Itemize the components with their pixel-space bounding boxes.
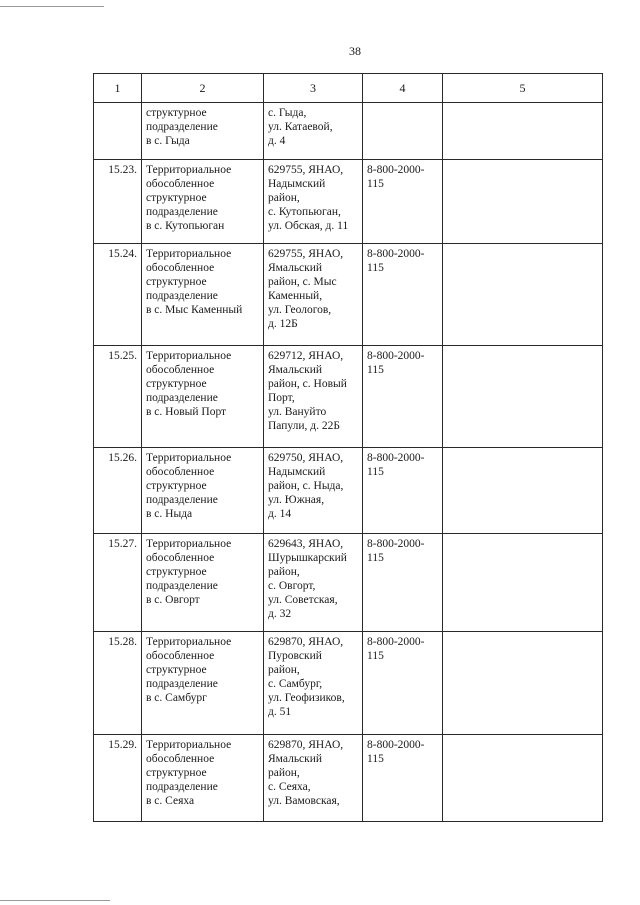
phone: 8-800-2000- 115 xyxy=(367,452,425,478)
scan-artifact-bottom xyxy=(0,900,110,901)
phone: 8-800-2000- 115 xyxy=(367,164,425,190)
unit-name-cell xyxy=(142,103,264,160)
extra-cell xyxy=(443,103,603,160)
table-row xyxy=(94,735,603,822)
unit-name: Территориальное обособленное структурное подразделение в с. Мыс Каменный xyxy=(146,248,243,316)
unit-name-cell xyxy=(142,735,264,822)
phone: 8-800-2000- 115 xyxy=(367,538,425,564)
address: 629870, ЯНАО, Пуровский район, с. Самбург, ул. Геофизиков, д. 51 xyxy=(268,636,345,718)
row-number: 15.27. xyxy=(94,534,142,632)
table-row xyxy=(94,346,603,448)
address-cell xyxy=(264,534,363,632)
address: 629870, ЯНАО, Ямальский район, с. Сеяха, ул. Вамовская, xyxy=(268,739,344,807)
address: 629755, ЯНАО, Надымский район, с. Кутопьюган, ул. Обская, д. 11 xyxy=(268,164,349,232)
row-number xyxy=(94,103,142,160)
phone-cell xyxy=(363,735,443,822)
phone-cell xyxy=(363,244,443,346)
header-row xyxy=(94,74,603,103)
table-row xyxy=(94,632,603,735)
phone-cell xyxy=(363,103,443,160)
unit-name: Территориальное обособленное структурное подразделение в с. Кутопьюган xyxy=(146,164,232,232)
extra-cell xyxy=(443,735,603,822)
extra-cell xyxy=(443,346,603,448)
address-cell xyxy=(264,346,363,448)
address-cell xyxy=(264,103,363,160)
address-cell xyxy=(264,244,363,346)
table-row xyxy=(94,103,603,160)
extra-cell xyxy=(443,244,603,346)
unit-name: Территориальное обособленное структурное подразделение в с. Овгорт xyxy=(146,538,232,606)
row-number: 15.29. xyxy=(94,735,142,822)
unit-name-cell xyxy=(142,448,264,534)
extra-cell xyxy=(443,534,603,632)
address: 629643, ЯНАО, Шурышкарский район, с. Овгорт, ул. Советская, д. 32 xyxy=(268,538,347,620)
phone-cell xyxy=(363,346,443,448)
address: 629755, ЯНАО, Ямальский район, с. Мыс Каменный, ул. Геологов, д. 12Б xyxy=(268,248,344,330)
table-row xyxy=(94,244,603,346)
table-row xyxy=(94,534,603,632)
row-number: 15.23. xyxy=(94,160,142,244)
extra-cell xyxy=(443,632,603,735)
unit-name-cell xyxy=(142,632,264,735)
table-row xyxy=(94,160,603,244)
page-number: 38 xyxy=(349,44,361,58)
address-cell xyxy=(264,160,363,244)
row-number: 15.25. xyxy=(94,346,142,448)
address-cell xyxy=(264,448,363,534)
phone: 8-800-2000- 115 xyxy=(367,739,425,765)
phone: 8-800-2000- 115 xyxy=(367,636,425,662)
unit-name-cell xyxy=(142,346,264,448)
extra-cell xyxy=(443,448,603,534)
unit-name: Территориальное обособленное структурное подразделение в с. Ныда xyxy=(146,452,232,520)
column-header-3: 3 xyxy=(264,74,363,103)
address: 629750, ЯНАО, Надымский район, с. Ныда, ул. Южная, д. 14 xyxy=(268,452,344,520)
column-header-5: 5 xyxy=(443,74,603,103)
unit-name-cell xyxy=(142,160,264,244)
column-header-1: 1 xyxy=(94,74,142,103)
extra-cell xyxy=(443,160,603,244)
scan-artifact-top xyxy=(0,6,104,7)
document-table xyxy=(93,73,603,822)
phone-cell xyxy=(363,448,443,534)
row-number: 15.24. xyxy=(94,244,142,346)
address-cell xyxy=(264,735,363,822)
unit-name: структурное подразделение в с. Гыда xyxy=(146,107,218,147)
row-number: 15.26. xyxy=(94,448,142,534)
unit-name: Территориальное обособленное структурное подразделение в с. Новый Порт xyxy=(146,350,232,418)
unit-name-cell xyxy=(142,244,264,346)
phone: 8-800-2000- 115 xyxy=(367,248,425,274)
phone-cell xyxy=(363,632,443,735)
address: с. Гыда, ул. Катаевой, д. 4 xyxy=(268,107,333,147)
phone: 8-800-2000- 115 xyxy=(367,350,425,376)
address: 629712, ЯНАО, Ямальский район, с. Новый Порт, ул. Вануйто Папули, д. 22Б xyxy=(268,350,347,432)
column-header-4: 4 xyxy=(363,74,443,103)
phone-cell xyxy=(363,160,443,244)
column-header-2: 2 xyxy=(142,74,264,103)
unit-name: Территориальное обособленное структурное подразделение в с. Самбург xyxy=(146,636,232,704)
table-row xyxy=(94,448,603,534)
row-number: 15.28. xyxy=(94,632,142,735)
phone-cell xyxy=(363,534,443,632)
address-cell xyxy=(264,632,363,735)
unit-name-cell xyxy=(142,534,264,632)
unit-name: Территориальное обособленное структурное подразделение в с. Сеяха xyxy=(146,739,232,807)
